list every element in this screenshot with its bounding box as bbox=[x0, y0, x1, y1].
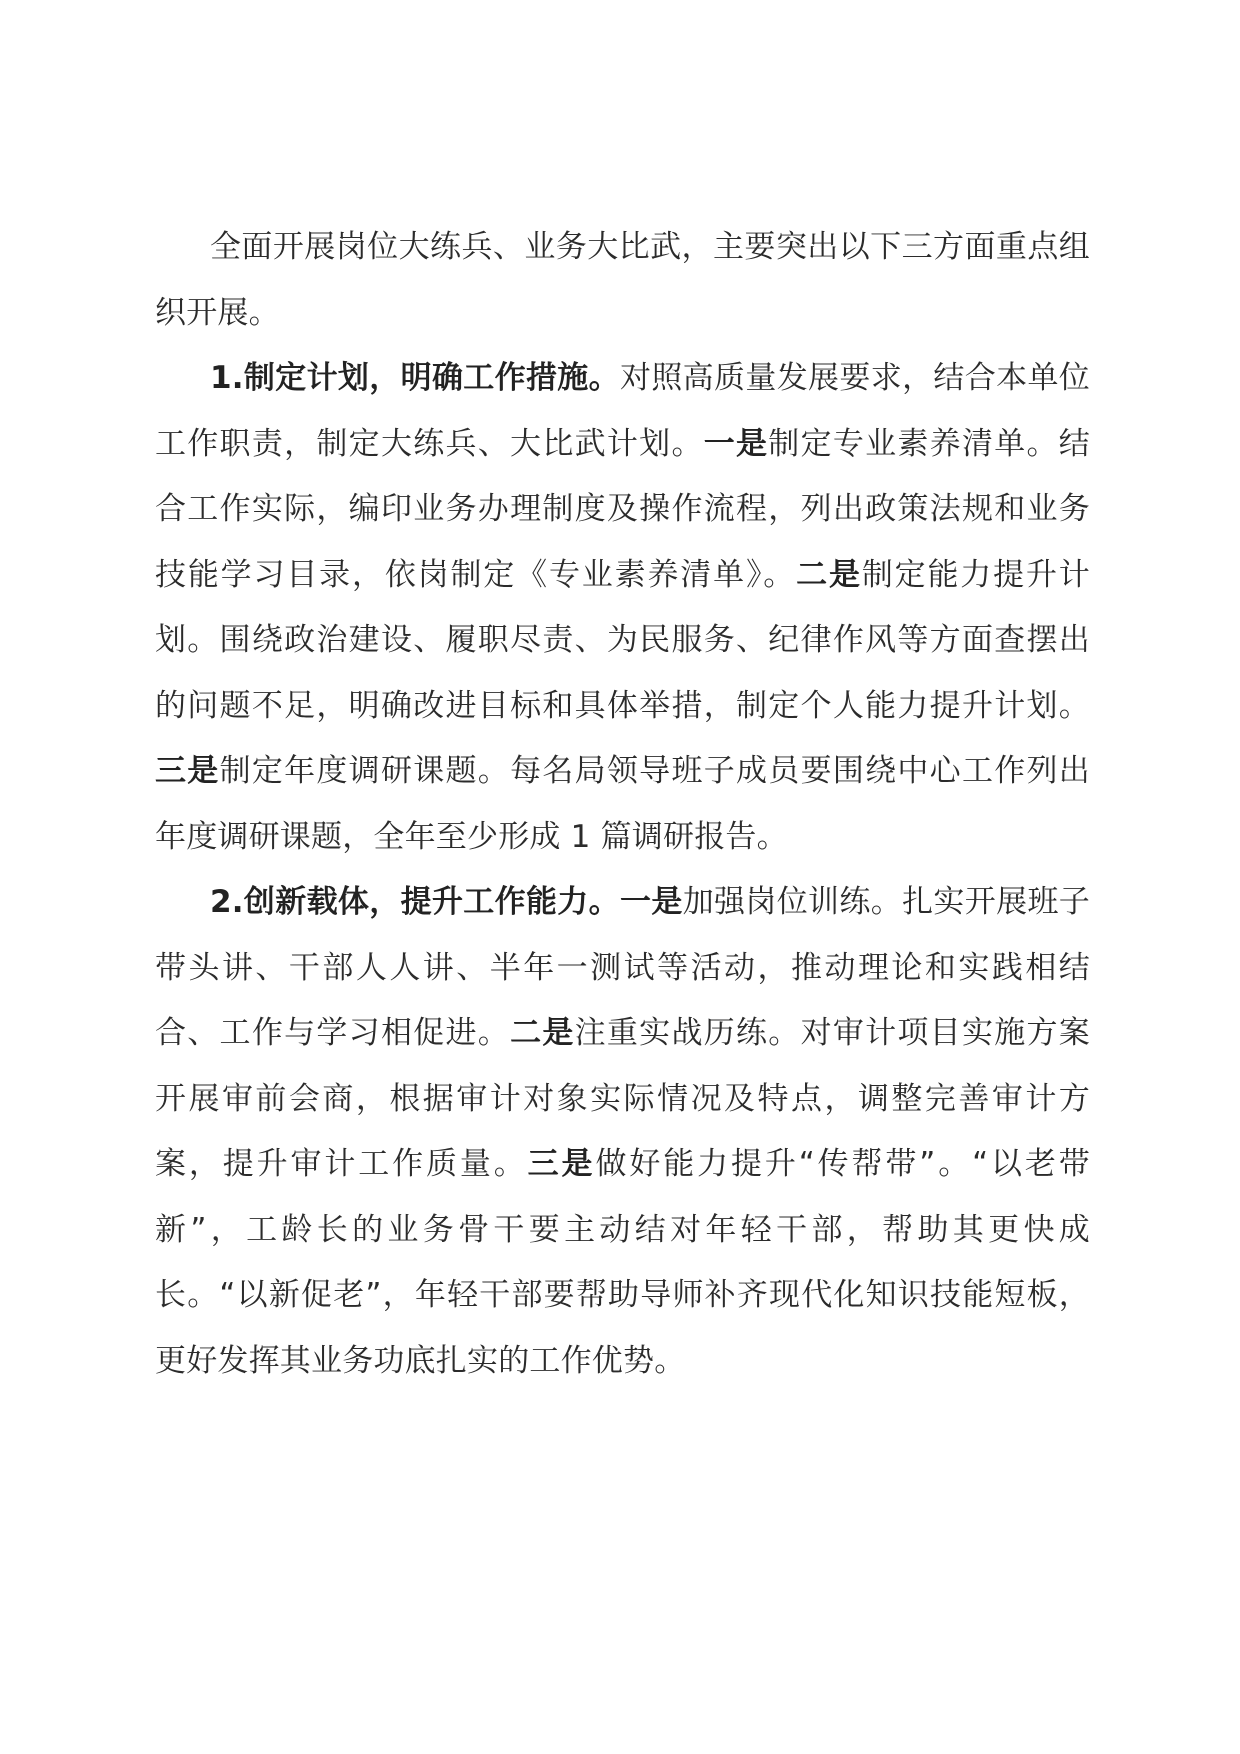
point-marker: 三是 bbox=[155, 753, 220, 789]
paragraph-text: 制定能力提升计划。围绕政治建设、履职尽责、为民服务、纪律作风等方面查摆出的问题不足，明确改进目标和具体举措，制定个人能力提升计划。 bbox=[155, 556, 1091, 724]
paragraph-text: 全面开展岗位大练兵、业务大比武，主要突出以下三方面重点组织开展。 bbox=[155, 229, 1090, 331]
paragraph-text: 做好能力提升“传帮带”。“以老带新”，工龄长的业务骨干要主动结对年轻干部，帮助其更快成长。“以新促老”，年轻干部要帮助导师补齐现代化知识技能短板，更好发挥其业务功底扎实的工作优势。 bbox=[155, 1146, 1090, 1379]
paragraph-text: 对照高质量发展要求，结合本单位工作职责，制定大练兵、大比武计划。 bbox=[155, 360, 1090, 462]
point-marker: 二是 bbox=[510, 1015, 575, 1051]
paragraph-intro bbox=[155, 215, 1090, 346]
point-marker: 一是 bbox=[620, 884, 683, 920]
paragraph-section-2 bbox=[155, 870, 1090, 1394]
paragraph-text: 制定年度调研课题。每名局领导班子成员要围绕中心工作列出年度调研课题，全年至少形成 1 篇调研报告。 bbox=[155, 753, 1090, 855]
section-heading: 1.制定计划，明确工作措施。 bbox=[210, 360, 620, 396]
point-marker: 一是 bbox=[703, 425, 769, 462]
document-body bbox=[155, 215, 1090, 1394]
paragraph-text: 制定专业素养清单。结合工作实际，编印业务办理制度及操作流程，列出政策法规和业务技能学习目录，依岗制定《专业素养清单》。 bbox=[155, 425, 1090, 593]
section-heading: 2.创新载体，提升工作能力。 bbox=[210, 884, 620, 920]
paragraph-section-1 bbox=[155, 346, 1090, 870]
paragraph-text: 加强岗位训练。扎实开展班子带头讲、干部人人讲、半年一测试等活动，推动理论和实践相结合、工作与学习相促进。 bbox=[155, 884, 1090, 1051]
paragraph-text: 注重实战历练。对审计项目实施方案开展审前会商，根据审计对象实际情况及特点，调整完善审计方案，提升审计工作质量。 bbox=[155, 1015, 1090, 1182]
point-marker: 三是 bbox=[527, 1146, 596, 1182]
point-marker: 二是 bbox=[796, 556, 862, 593]
